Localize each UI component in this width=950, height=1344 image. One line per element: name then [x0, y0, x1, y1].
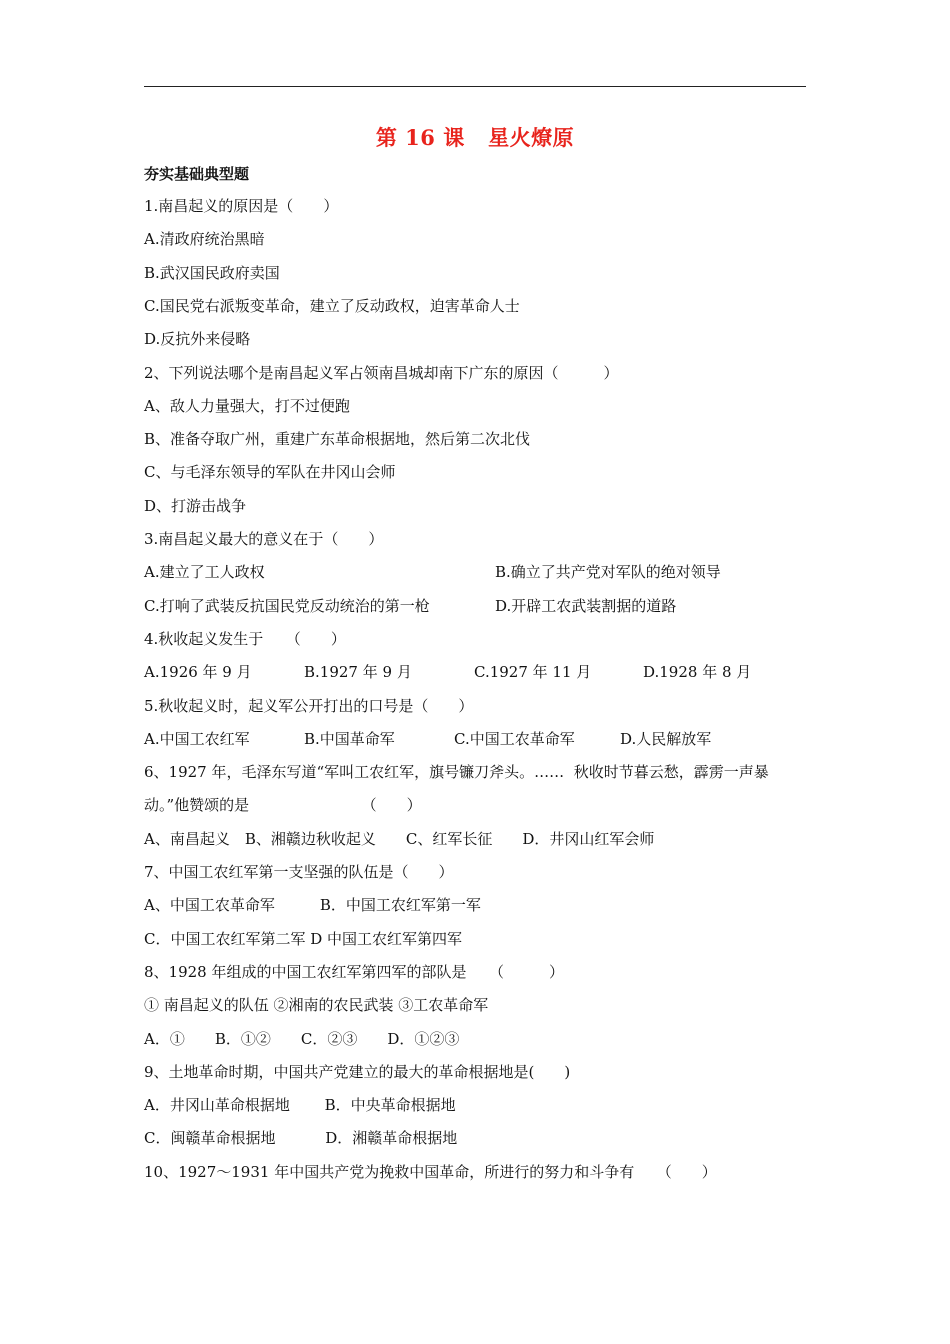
page-title: 第 16 课 星火燎原 [375, 125, 575, 150]
question-line: 9、土地革命时期，中国共产党建立的最大的革命根据地是( ) [144, 1063, 571, 1081]
option-text: B.确立了共产党对军队的绝对领导 [495, 563, 721, 581]
question-line: A．井冈山革命根据地 B．中央革命根据地 [144, 1096, 456, 1114]
question-line: A、敌人力量强大，打不过便跑 [144, 397, 350, 415]
option-text: D.人民解放军 [620, 730, 712, 748]
question-line: 2、下列说法哪个是南昌起义军占领南昌城却南下广东的原因（ ） [144, 364, 619, 382]
question-line: C、与毛泽东领导的军队在井冈山会师 [144, 463, 396, 481]
question-line: C．闽赣革命根据地 D．湘赣革命根据地 [144, 1129, 458, 1147]
question-line: C.打响了武装反抗国民党反动统治的第一枪 [144, 597, 430, 615]
question-line: D、打游击战争 [144, 497, 247, 515]
question-line: A．① B．①② C．②③ D．①②③ [144, 1030, 460, 1048]
question-line: 动。”他赞颂的是 （ ） [144, 796, 422, 814]
question-line: D.反抗外来侵略 [144, 330, 251, 348]
question-line: 5.秋收起义时，起义军公开打出的口号是（ ） [144, 697, 474, 715]
question-line: ① 南昌起义的队伍 ②湘南的农民武装 ③工农革命军 [144, 996, 489, 1014]
question-line: 10、1927～1931 年中国共产党为挽救中国革命，所进行的努力和斗争有 （ ） [144, 1163, 717, 1181]
question-line: 4.秋收起义发生于 （ ） [144, 630, 346, 648]
option-text: D.1928 年 8 月 [643, 663, 752, 681]
question-line: 8、1928 年组成的中国工农红军第四军的部队是 （ ） [144, 963, 564, 981]
question-line: C．中国工农红军第二军 D 中国工农红军第四军 [144, 930, 463, 948]
question-line: A.建立了工人政权 [144, 563, 265, 581]
question-line: 1.南昌起义的原因是（ ） [144, 197, 339, 215]
option-text: B.中国革命军 [304, 730, 395, 748]
question-line: A、中国工农革命军 B．中国工农红军第一军 [144, 896, 481, 914]
question-line: 7、中国工农红军第一支坚强的队伍是（ ） [144, 863, 454, 881]
question-line: A.1926 年 9 月 [144, 663, 252, 681]
option-text: D.开辟工农武装割据的道路 [495, 597, 677, 615]
option-text: B.1927 年 9 月 [304, 663, 412, 681]
question-line: B、准备夺取广州，重建广东革命根据地，然后第二次北伐 [144, 430, 531, 448]
question-line: A.中国工农红军 [144, 730, 250, 748]
question-line: A.清政府统治黑暗 [144, 230, 265, 248]
section-heading: 夯实基础典型题 [144, 165, 250, 183]
option-text: C.1927 年 11 月 [474, 663, 592, 681]
question-line: 3.南昌起义最大的意义在于（ ） [144, 530, 384, 548]
option-text: C.中国工农革命军 [454, 730, 575, 748]
question-line: 6、1927 年，毛泽东写道“军叫工农红军，旗号镰刀斧头。…… 秋收时节暮云愁，霹雳一声暴 [144, 763, 769, 781]
question-line: C.国民党右派叛变革命，建立了反动政权，迫害革命人士 [144, 297, 520, 315]
question-line: A、南昌起义 B、湘赣边秋收起义 C、红军长征 D．井冈山红军会师 [144, 830, 655, 848]
header-rule [144, 86, 806, 87]
question-line: B.武汉国民政府卖国 [144, 264, 280, 282]
